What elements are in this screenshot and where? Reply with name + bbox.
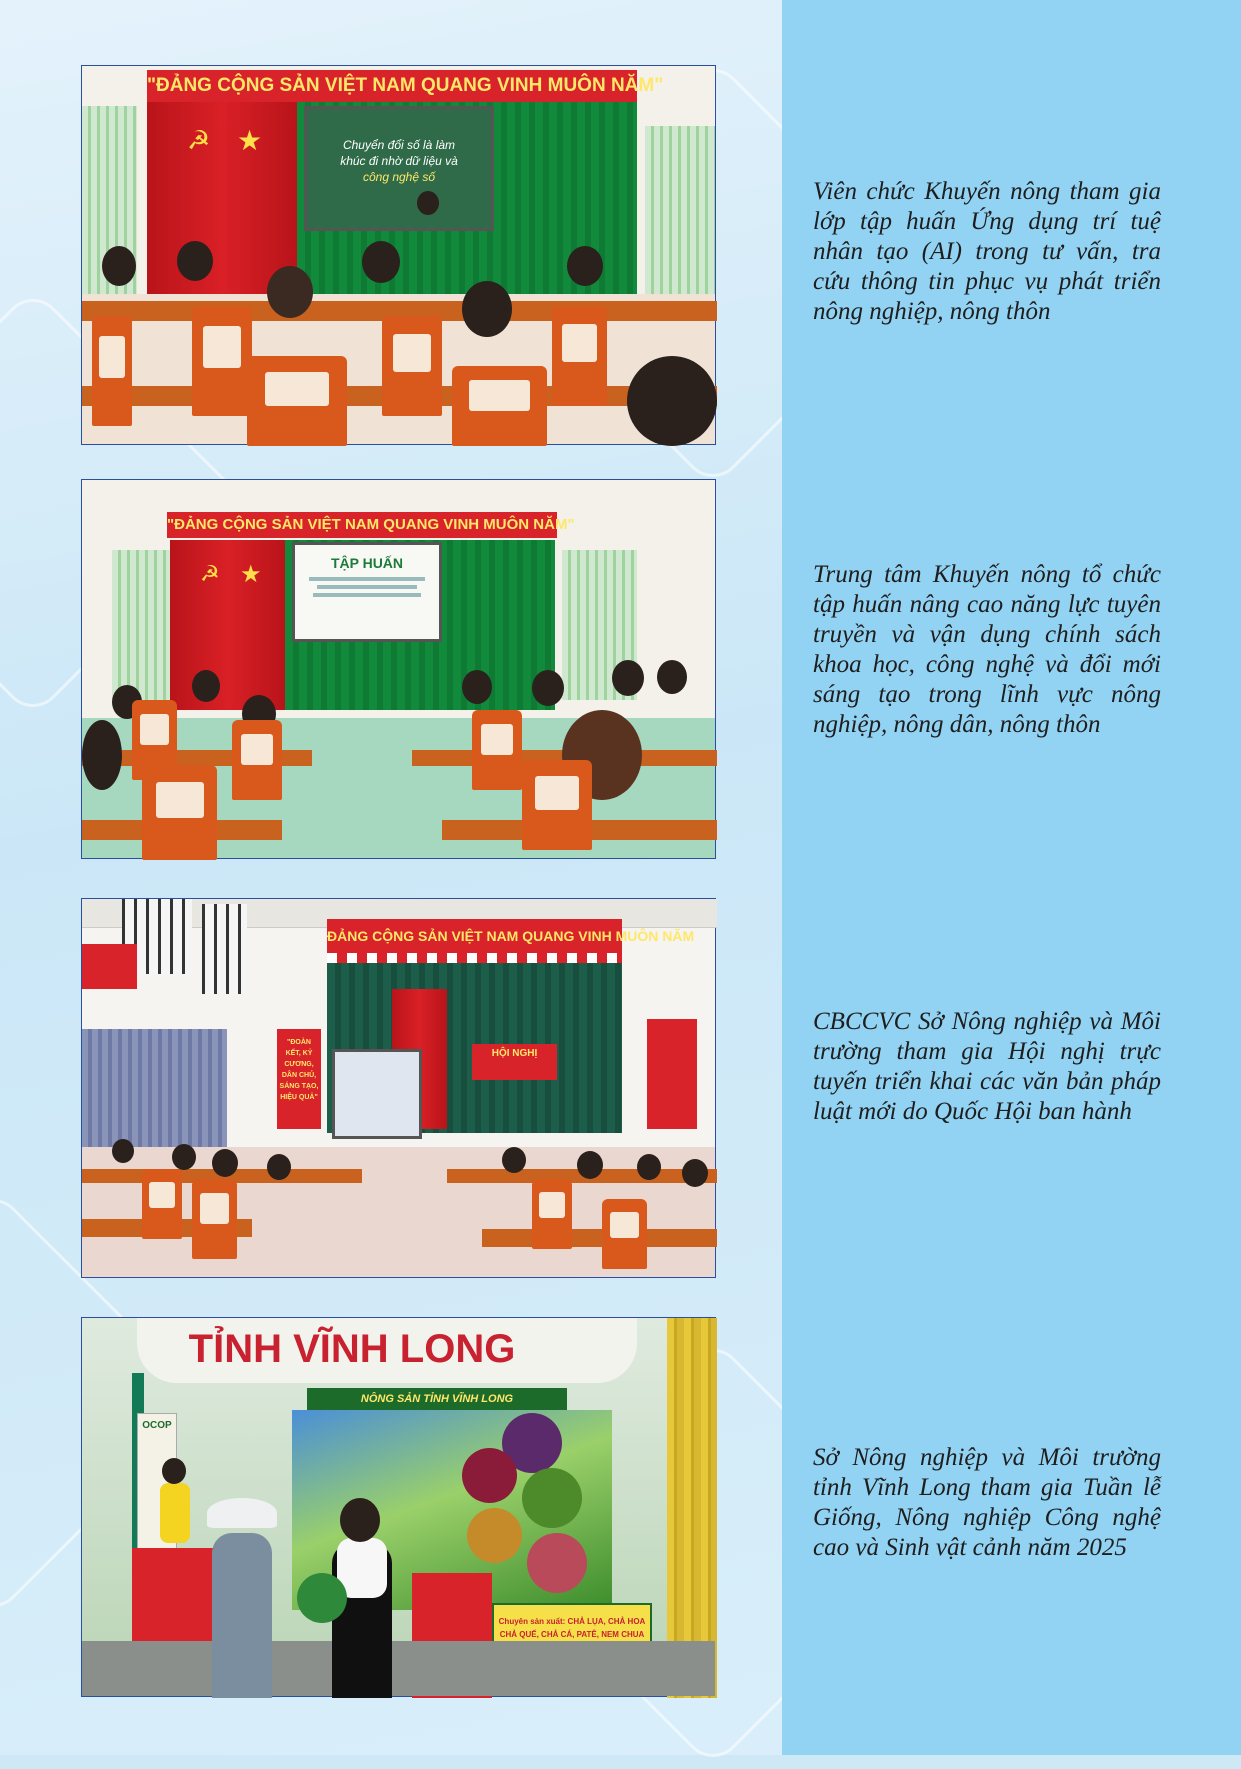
photo-ai-training-class xyxy=(81,65,716,445)
window xyxy=(202,904,247,994)
chair xyxy=(532,1179,572,1249)
hammer-sickle-icon: ☭ xyxy=(187,126,211,156)
star-icon: ★ xyxy=(237,124,263,157)
visitor xyxy=(160,1483,190,1543)
star-icon: ★ xyxy=(240,560,262,588)
caption-ai-training: Viên chức Khuyến nông tham gia lớp tập huấn Ứng dụng trí tuệ nhân tạo (AI) trong tư vấn, tra cứu thông tin phục vụ phát triển nông nghiệp, nông thôn xyxy=(813,178,1161,325)
party-banner: ĐẢNG CỘNG SẢN VIỆT NAM QUANG VINH MUÔN NĂM xyxy=(327,919,622,953)
caption-communication-training: Trung tâm Khuyến nông tổ chức tập huấn nâng cao năng lực tuyên truyền và vận dụng chính sách khoa học, công nghệ và đổi mới sáng tạo trong lĩnh vực nông nghiệp, nông dân, nông thôn xyxy=(813,561,1161,738)
photo-communication-training xyxy=(81,479,716,859)
product-sign: Chuyên sản xuất: CHẢ LỤA, CHẢ HOA CHẢ QUẾ, CHẢ CÁ, PATÊ, NEM CHUA xyxy=(492,1603,652,1663)
projector-screen xyxy=(332,1049,422,1139)
window-curtains xyxy=(82,1029,227,1159)
chair xyxy=(192,1179,237,1259)
slogan-sign xyxy=(82,944,137,989)
chair xyxy=(247,356,347,446)
desk-row xyxy=(482,1229,717,1247)
chair xyxy=(192,306,252,416)
fruit-circle xyxy=(527,1533,587,1593)
chair xyxy=(232,720,282,800)
chair xyxy=(142,765,217,860)
chair xyxy=(522,760,592,850)
visitor-hat xyxy=(207,1498,277,1528)
slogan-sign: "ĐOÀN KẾT, KỶ CƯƠNG, DÂN CHỦ, SÁNG TẠO, HIỆU QUẢ" xyxy=(277,1029,321,1129)
window xyxy=(112,550,172,700)
fruit-circle xyxy=(462,1448,517,1503)
chair xyxy=(452,366,547,446)
screen-text-line: công nghệ số xyxy=(362,170,436,184)
chair xyxy=(602,1199,647,1269)
red-curtain xyxy=(170,540,285,710)
slogan-sign xyxy=(647,1019,697,1129)
ocop-standee: OCOP xyxy=(137,1413,177,1583)
caption-vinh-long-week: Sở Nông nghiệp và Môi trường tỉnh Vĩnh Long tham gia Tuần lễ Giống, Nông nghiệp Công nghệ cao và Sinh vật cảnh năm 2025 xyxy=(813,1444,1161,1561)
window xyxy=(645,126,715,316)
banner-fringe xyxy=(327,953,622,963)
plant xyxy=(297,1573,347,1623)
visitor xyxy=(212,1533,272,1698)
chair xyxy=(472,710,522,790)
conference-sign: HỘI NGHỊ xyxy=(472,1044,557,1080)
chair xyxy=(552,306,607,406)
party-banner: "ĐẢNG CỘNG SẢN VIỆT NAM QUANG VINH MUÔN NĂM" xyxy=(147,70,637,102)
hammer-sickle-icon: ☭ xyxy=(200,562,220,587)
projector-screen xyxy=(304,106,494,231)
booth-title: TỈNH VĨNH LONG xyxy=(188,1327,516,1371)
party-banner: "ĐẢNG CỘNG SẢN VIỆT NAM QUANG VINH MUÔN NĂM" xyxy=(167,512,557,538)
screen-text-line: khúc đi nhờ dữ liệu và xyxy=(340,154,458,168)
photo-online-conference xyxy=(81,898,716,1278)
chair xyxy=(92,316,132,426)
chair xyxy=(142,1169,182,1239)
fruit-circle xyxy=(522,1468,582,1528)
projector-screen xyxy=(292,542,442,642)
photo-vinh-long-booth xyxy=(81,1317,716,1697)
caption-online-conference: CBCCVC Sở Nông nghiệp và Môi trường tham gia Hội nghị trực tuyến triển khai các văn bản pháp luật mới do Quốc Hội ban hành xyxy=(813,1008,1161,1125)
booth-subtitle: NÔNG SẢN TỈNH VĨNH LONG xyxy=(307,1388,567,1410)
fruit-circle xyxy=(467,1508,522,1563)
speaker xyxy=(417,191,439,215)
screen-text-line: Chuyển đổi số là làm xyxy=(342,138,456,152)
screen-title: TẬP HUẤN xyxy=(330,555,404,571)
chair xyxy=(382,316,442,416)
